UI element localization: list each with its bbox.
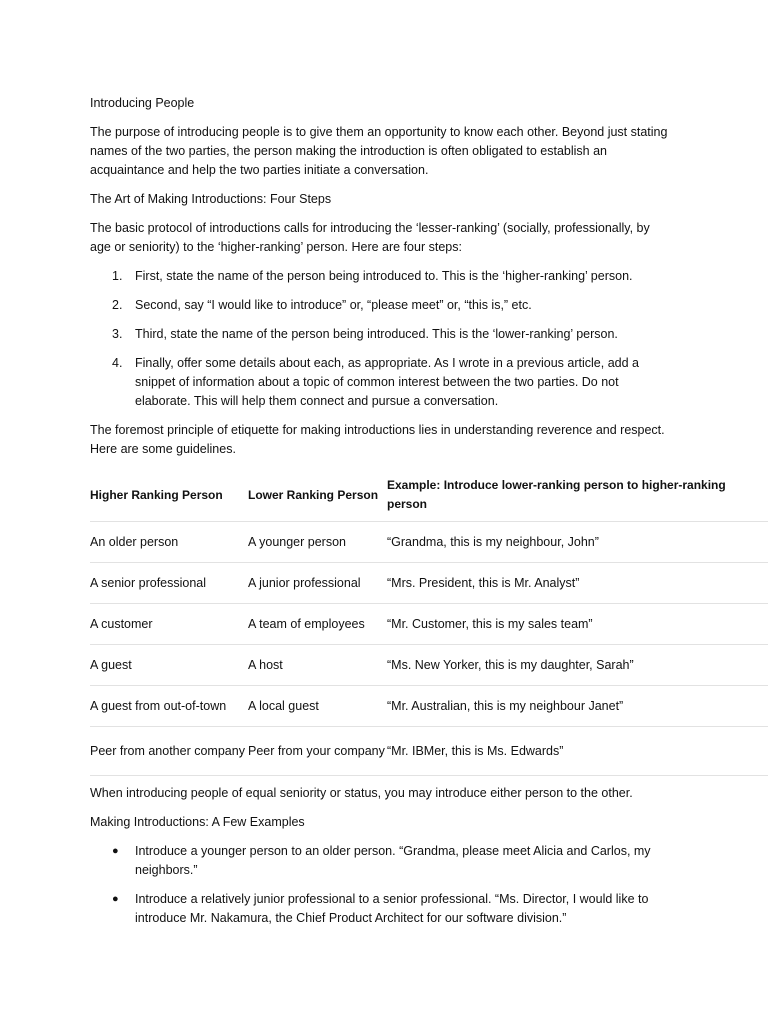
step-text: Third, state the name of the person being introduced. This is the ‘lower-ranking’ person.	[135, 327, 618, 341]
table-cell: A local guest	[248, 686, 387, 727]
table-cell: A customer	[90, 604, 248, 645]
step-number: 3.	[112, 327, 123, 341]
table-cell: Peer from your company	[248, 727, 387, 776]
ranking-table	[90, 469, 768, 776]
protocol-paragraph: The basic protocol of introductions calls for introducing the ‘lesser-ranking’ (socially, professionally, by age or seniority) to the ‘higher-ranking’ person. Here are four steps:	[90, 221, 650, 254]
list-item	[90, 842, 670, 880]
bullet-icon: ●	[112, 893, 119, 905]
section-heading-four-steps: The Art of Making Introductions: Four Steps	[90, 192, 332, 206]
page-title: Introducing People	[90, 96, 195, 110]
example-text: Introduce a younger person to an older person. “Grandma, please meet Alicia and Carlos, my neighbors.”	[135, 844, 651, 877]
table-cell: A senior professional	[90, 563, 248, 604]
step-number: 2.	[112, 298, 123, 312]
table-cell: A team of employees	[248, 604, 387, 645]
table-header-cell: Lower Ranking Person	[248, 469, 387, 522]
table-cell: “Mr. Australian, this is my neighbour Janet”	[387, 686, 768, 727]
step-item	[90, 325, 650, 344]
table-cell: “Grandma, this is my neighbour, John”	[387, 522, 768, 563]
table-cell: “Mr. Customer, this is my sales team”	[387, 604, 768, 645]
table-cell: A junior professional	[248, 563, 387, 604]
table-cell: Peer from another company	[90, 727, 248, 776]
table-cell: “Ms. New Yorker, this is my daughter, Sarah”	[387, 645, 768, 686]
table-header-cell: Example: Introduce lower-ranking person to higher-ranking person	[387, 469, 768, 522]
step-number: 4.	[112, 356, 123, 370]
step-item	[90, 267, 650, 286]
bullet-icon: ●	[112, 845, 119, 857]
examples-list	[90, 842, 670, 928]
intro-paragraph: The purpose of introducing people is to give them an opportunity to know each other. Beyond just stating names of the two parties, the person making the introduction is often obligated to establish an acquaintance and help the two parties initiate a conversation.	[90, 125, 668, 177]
table-header-cell: Higher Ranking Person	[90, 469, 248, 522]
step-item	[90, 354, 650, 411]
equal-status-paragraph: When introducing people of equal seniority or status, you may introduce either person to the other.	[90, 786, 633, 800]
step-number: 1.	[112, 269, 123, 283]
section-heading-examples: Making Introductions: A Few Examples	[90, 815, 305, 829]
document-page	[90, 94, 768, 938]
table-cell: A host	[248, 645, 387, 686]
table-row	[90, 686, 768, 727]
table-cell: “Mr. IBMer, this is Ms. Edwards”	[387, 727, 768, 776]
step-item	[90, 296, 650, 315]
table-row	[90, 645, 768, 686]
table-row	[90, 563, 768, 604]
table-header-row	[90, 469, 768, 522]
table-cell: A guest	[90, 645, 248, 686]
step-text: First, state the name of the person being introduced to. This is the ‘higher-ranking’ person.	[135, 269, 633, 283]
step-text: Finally, offer some details about each, as appropriate. As I wrote in a previous article, add a snippet of information about a topic of common interest between the two parties. Do not elaborate. This will help them connect and pursue a conversation.	[135, 356, 639, 408]
table-row	[90, 522, 768, 563]
principle-paragraph: The foremost principle of etiquette for making introductions lies in understanding reverence and respect. Here are some guidelines.	[90, 423, 665, 456]
table-row	[90, 604, 768, 645]
table-cell: An older person	[90, 522, 248, 563]
table-row	[90, 727, 768, 776]
table-cell: “Mrs. President, this is Mr. Analyst”	[387, 563, 768, 604]
step-text: Second, say “I would like to introduce” or, “please meet” or, “this is,” etc.	[135, 298, 532, 312]
table-cell: A guest from out-of-town	[90, 686, 248, 727]
steps-list	[90, 267, 650, 411]
table-cell: A younger person	[248, 522, 387, 563]
list-item	[90, 890, 670, 928]
example-text: Introduce a relatively junior professional to a senior professional. “Ms. Director, I would like to introduce Mr. Nakamura, the Chief Product Architect for our software division.”	[135, 892, 649, 925]
